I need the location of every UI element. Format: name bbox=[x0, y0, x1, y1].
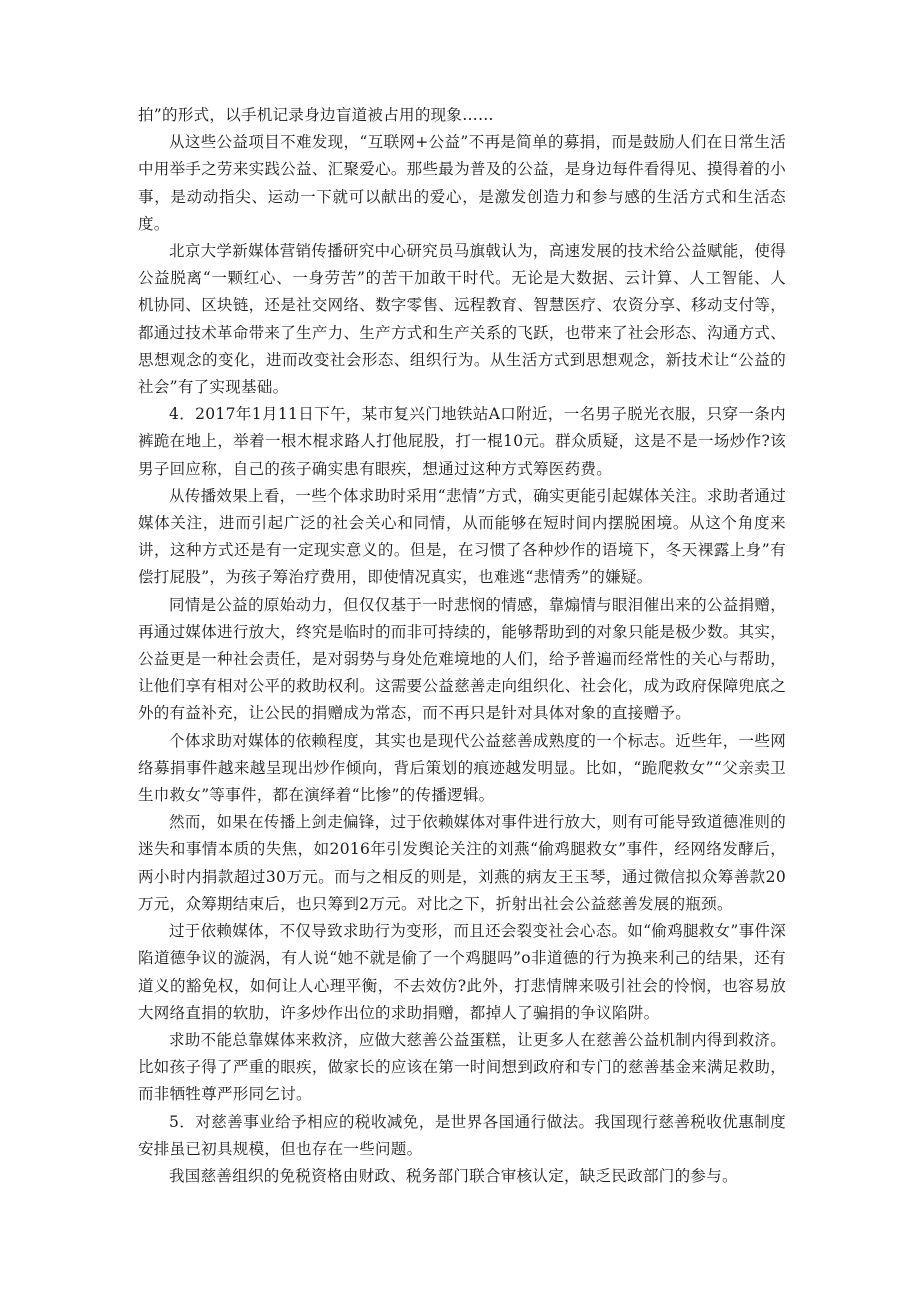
paragraph-technology-empowerment: 北京大学新媒体营销传播研究中心研究员马旗戟认为，高速发展的技术给公益赋能，使得公益脱离“一颗红心、一身劳苦”的苦干加敢干时代。无论是大数据、云计算、人工智能、人机协同、区块链，还是社交网络、数字零售、远程教育、智慧医疗、农资分享、移动支付等，都通过技术革命带来了生产力、生产方式和生产关系的飞跃，也带来了社会形态、沟通方式、思想观念的变化，进而改变社会形态、组织行为。从生活方式到思想观念，新技术让“公益的社会”有了实现基础。 bbox=[138, 242, 786, 397]
paragraph-tax-exemption: 我国慈善组织的免税资格由财政、税务部门联合审核认定，缺乏民政部门的参与。 bbox=[169, 1166, 738, 1185]
paragraph-item-5: 5．对慈善事业给予相应的税收减免，是世界各国通行做法。我国现行慈善税收优惠制度安排虽已初具规模，但也存在一些问题。 bbox=[138, 1112, 786, 1158]
paragraph-continuation: 拍”的形式，以手机记录身边盲道被占用的现象…… bbox=[138, 106, 494, 124]
paragraph-item-4: 4．2017年1月11日下午，某市复兴门地铁站A口附近，一名男子脱光衣服，只穿一条内裤跪在地上，举着一根木棍求路人打他屁股，打一棍10元。群众质疑，这是不是一场炒作?该男子回应称，自己的孩子确实患有眼疾，想通过这种方式筹医药费。 bbox=[138, 405, 786, 478]
paragraph-communication-effect: 从传播效果上看，一些个体求助时采用“悲情”方式，确实更能引起媒体关注。求助者通过媒体关注，进而引起广泛的社会关心和同情，从而能够在短时间内摆脱困境。从这个角度来讲，这种方式还是有一定现实意义的。但是，在习惯了各种炒作的语境下，冬天裸露上身”有偿打屁股”，为孩子筹治疗费用，即使情况真实，也难逃“悲情秀”的嫌疑。 bbox=[138, 486, 786, 587]
paragraph-sympathy: 同情是公益的原始动力，但仅仅基于一时悲悯的情感，靠煽情与眼泪催出来的公益捐赠，再通过媒体进行放大，终究是临时的而非可持续的，能够帮助到的对象只能是极少数。其实，公益更是一种社会责任，是对弱势与身处危难境地的人们，给予普遍而经常性的关心与帮助，让他们享有相对公平的救助权利。这需要公益慈善走向组织化、社会化，成为政府保障兜底之外的有益补充，让公民的捐赠成为常态，而不再只是针对具体对象的直接赠予。 bbox=[138, 595, 786, 723]
paragraph-media-dependence: 个体求助对媒体的依赖程度，其实也是现代公益慈善成熟度的一个标志。近些年，一些网络募捐事件越来越呈现出炒作倾向，背后策划的痕迹越发明显。比如，“跪爬救女”“父亲卖卫生巾救女”等事件，都在演绎着“比惨”的传播逻辑。 bbox=[138, 731, 786, 805]
paragraph-internet-charity: 从这些公益项目不难发现，“互联网+公益”不再是简单的募捐，而是鼓励人们在日常生活中用举手之劳来实践公益、汇聚爱心。那些最为普及的公益，是身边每件看得见、摸得着的小事，是动动指尖、运动一下就可以献出的爱心，是激发创造力和参与感的生活方式和生活态度。 bbox=[138, 133, 786, 233]
document-body bbox=[138, 102, 786, 1190]
paragraph-social-mentality: 过于依赖媒体，不仅导致求助行为变形，而且还会裂变社会心态。如“偷鸡腿救女”事件深陷道德争议的漩涡，有人说“她不就是偷了一个鸡腿吗”o非道德的行为换来利己的结果，还有道义的豁免权，如何让人心理平衡，不去效仿?此外，打悲情牌来吸引社会的怜悯，也容易放大网络直捐的软肋，许多炒作出位的求助捐赠，都掉人了骗捐的争议陷阱。 bbox=[138, 922, 786, 1022]
paragraph-moral-standard: 然而，如果在传播上剑走偏锋，过于依赖媒体对事件进行放大，则有可能导致道德准则的迷失和事情本质的失焦，如2016年引发舆论关注的刘燕“偷鸡腿救女”事件，经网络发酵后，两小时内捐款超过30万元。而与之相反的则是，刘燕的病友王玉琴，通过微信拟众筹善款20万元，众筹期结束后，也只筹到2万元。对比之下，折射出社会公益慈善发展的瓶颈。 bbox=[138, 813, 786, 913]
paragraph-charity-mechanism: 求助不能总靠媒体来救济，应做大慈善公益蛋糕，让更多人在慈善公益机制内得到救济。比如孩子得了严重的眼疾，做家长的应该在第一时间想到政府和专门的慈善基金来满足救助，而非牺牲尊严形同乞讨。 bbox=[138, 1030, 786, 1104]
